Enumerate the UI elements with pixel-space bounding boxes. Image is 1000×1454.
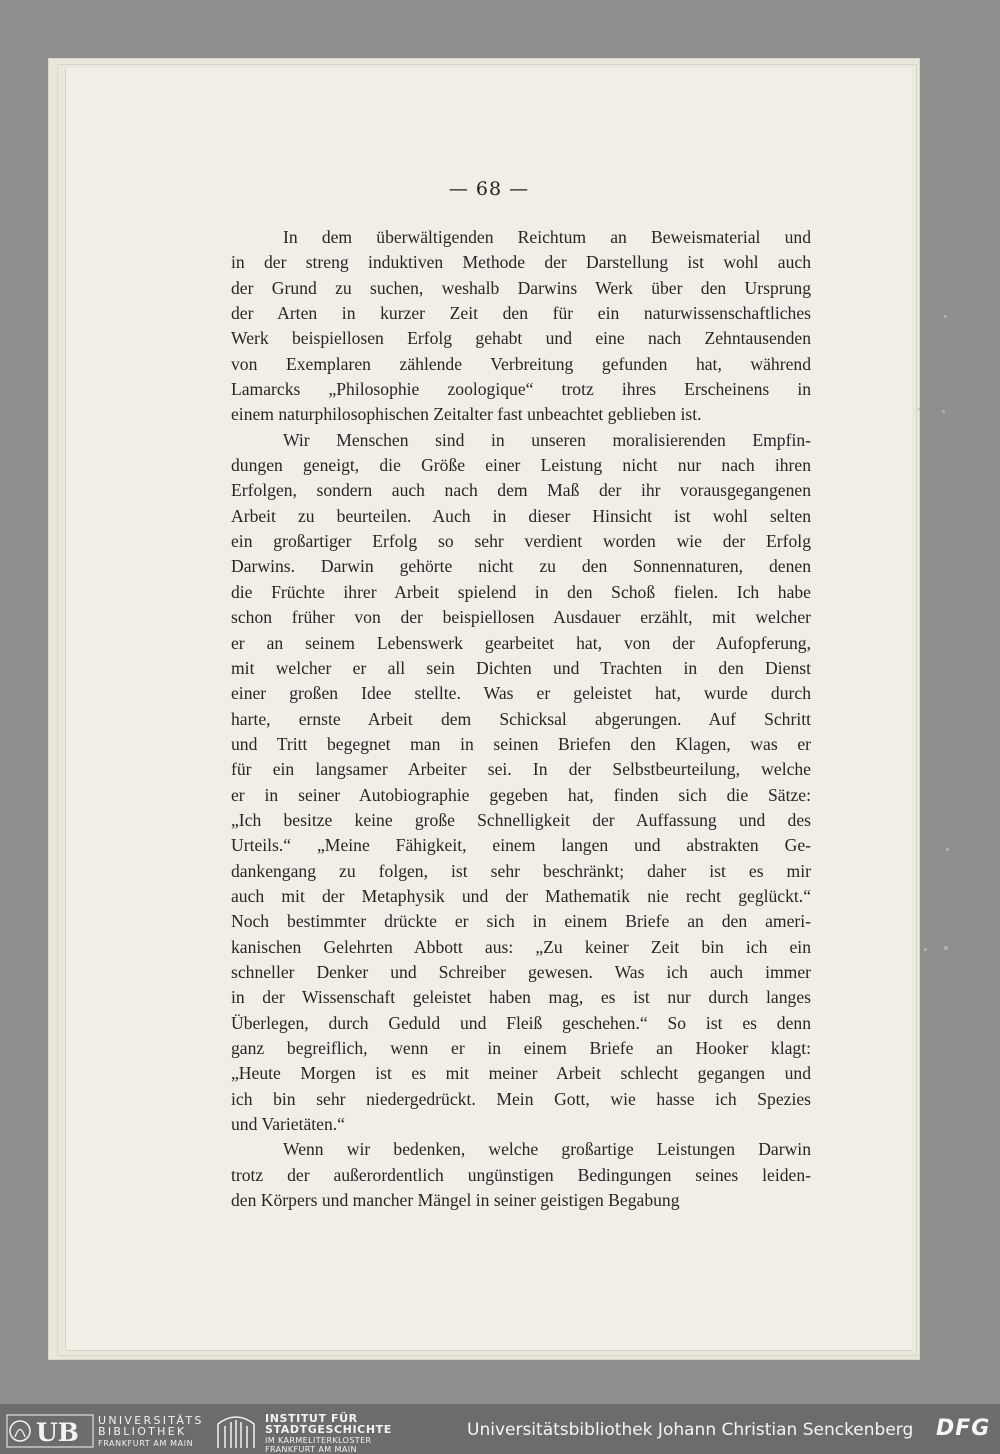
- ub-mark: UB: [36, 1418, 79, 1447]
- footer-bar: [0, 1404, 1000, 1454]
- text-line: Überlegen, durch Geduld und Fleiß geschehen.“ So ist es denn: [231, 1012, 811, 1033]
- text-line: „Heute Morgen ist es mit meiner Arbeit schlecht gegangen und: [231, 1063, 811, 1084]
- text-line: Erfolgen, sondern auch nach dem Maß der ihr vorausgegangenen: [231, 480, 811, 501]
- text-line: Wir Menschen sind in unseren moralisierenden Empfin-: [283, 429, 811, 450]
- text-line: Wenn wir bedenken, welche großartige Leistungen Darwin: [283, 1139, 811, 1160]
- text-line: für ein langsamer Arbeiter sei. In der Selbstbeurteilung, welche: [231, 759, 811, 780]
- dfg-logo: DFG: [936, 1416, 991, 1441]
- ub-line-2: BIBLIOTHEK: [98, 1425, 187, 1438]
- text-line: auch mit der Metaphysik und der Mathematik nie recht geglückt.“: [231, 885, 811, 906]
- text-line: der Arten in kurzer Zeit den für ein naturwissenschaftliches: [231, 303, 811, 324]
- text-line: und Varietäten.“: [231, 1114, 345, 1135]
- institute-line-2: STADTGESCHICHTE: [265, 1423, 392, 1436]
- text-line: Urteils.“ „Meine Fähigkeit, einem langen und abstrakten Ge-: [231, 835, 811, 856]
- text-line: einem naturphilosophischen Zeitalter fast unbeachtet geblieben ist.: [231, 404, 702, 425]
- text-line: mit welcher er all sein Dichten und Trachten in den Dienst: [231, 657, 811, 678]
- text-line: von Exemplaren zählende Verbreitung gefunden hat, während: [231, 353, 811, 374]
- text-line: „Ich besitze keine große Schnelligkeit der Auffassung und des: [231, 809, 811, 830]
- institute-line-1: INSTITUT FÜR: [265, 1412, 358, 1425]
- book-page: [66, 68, 912, 1350]
- text-line: in der Wissenschaft geleistet haben mag, es ist nur durch langes: [231, 987, 811, 1008]
- text-line: Werk beispiellosen Erfolg gehabt und eine nach Zehntausenden: [231, 328, 811, 349]
- text-line: in der streng induktiven Methode der Darstellung ist wohl auch: [231, 252, 811, 273]
- text-line: dungen geneigt, die Größe einer Leistung nicht nur nach ihren: [231, 455, 811, 476]
- text-line: harte, ernste Arbeit dem Schicksal abgerungen. Auf Schritt: [231, 708, 811, 729]
- text-line: schneller Denker und Schreiber gewesen. Was ich auch immer: [231, 961, 811, 982]
- ub-text: [98, 1415, 204, 1437]
- text-line: ich bin sehr niedergedrückt. Mein Gott, wie hasse ich Spezies: [231, 1088, 811, 1109]
- text-line: ein großartiger Erfolg so sehr verdient worden wie der Erfolg: [231, 531, 811, 552]
- text-line: dankengang zu folgen, ist sehr beschränkt; daher ist es mir: [231, 860, 811, 881]
- text-line: der Grund zu suchen, weshalb Darwins Werk über den Ursprung: [231, 277, 811, 298]
- text-line: die Früchte ihrer Arbeit spielend in den Schoß fielen. Ich habe: [231, 581, 811, 602]
- page-number: — 68 —: [448, 178, 530, 200]
- text-line: Noch bestimmter drückte er sich in einem Briefe an den ameri-: [231, 911, 811, 932]
- text-line: und Tritt begegnet man in seinen Briefen den Klagen, was er: [231, 733, 811, 754]
- text-line: kanischen Gelehrten Abbott aus: „Zu keiner Zeit bin ich ein: [231, 936, 811, 957]
- institute-line-3: IM KARMELITERKLOSTER: [265, 1436, 372, 1445]
- library-name[interactable]: Universitätsbibliothek Johann Christian Senckenberg: [467, 1420, 914, 1440]
- text-line: In dem überwältigenden Reichtum an Beweismaterial und: [283, 227, 811, 247]
- body-text: [231, 225, 811, 1213]
- text-line: Arbeit zu beurteilen. Auch in dieser Hinsicht ist wohl selten: [231, 505, 811, 526]
- institute-subtitle: [265, 1436, 372, 1454]
- institute-line-4: FRANKFURT AM MAIN: [265, 1445, 357, 1454]
- text-line: schon früher von der beispiellosen Ausdauer erzählt, mit welcher: [231, 607, 811, 628]
- text-line: einer großen Idee stellte. Was er geleistet hat, wurde durch: [231, 683, 811, 704]
- text-line: den Körpers und mancher Mängel in seiner geistigen Begabung: [231, 1190, 680, 1211]
- text-line: Lamarcks „Philosophie zoologique“ trotz ihres Erscheinens in: [231, 379, 811, 400]
- text-line: er an seinem Lebenswerk gearbeitet hat, von der Aufopferung,: [231, 632, 811, 653]
- text-line: Darwins. Darwin gehörte nicht zu den Sonnennaturen, denen: [231, 556, 811, 577]
- text-line: trotz der außerordentlich ungünstigen Bedingungen seines leiden-: [231, 1164, 811, 1185]
- institute-title: [265, 1413, 392, 1435]
- ub-line-1: UNIVERSITÄTS: [98, 1414, 204, 1427]
- ub-line-3: FRANKFURT AM MAIN: [98, 1439, 194, 1448]
- institute-logo-icon: [214, 1414, 258, 1450]
- ub-logo-icon: [6, 1414, 94, 1448]
- text-line: er in seiner Autobiographie gegeben hat, finden sich die Sätze:: [231, 784, 811, 805]
- text-line: ganz begreiflich, wenn er in einem Briefe an Hooker klagt:: [231, 1038, 811, 1058]
